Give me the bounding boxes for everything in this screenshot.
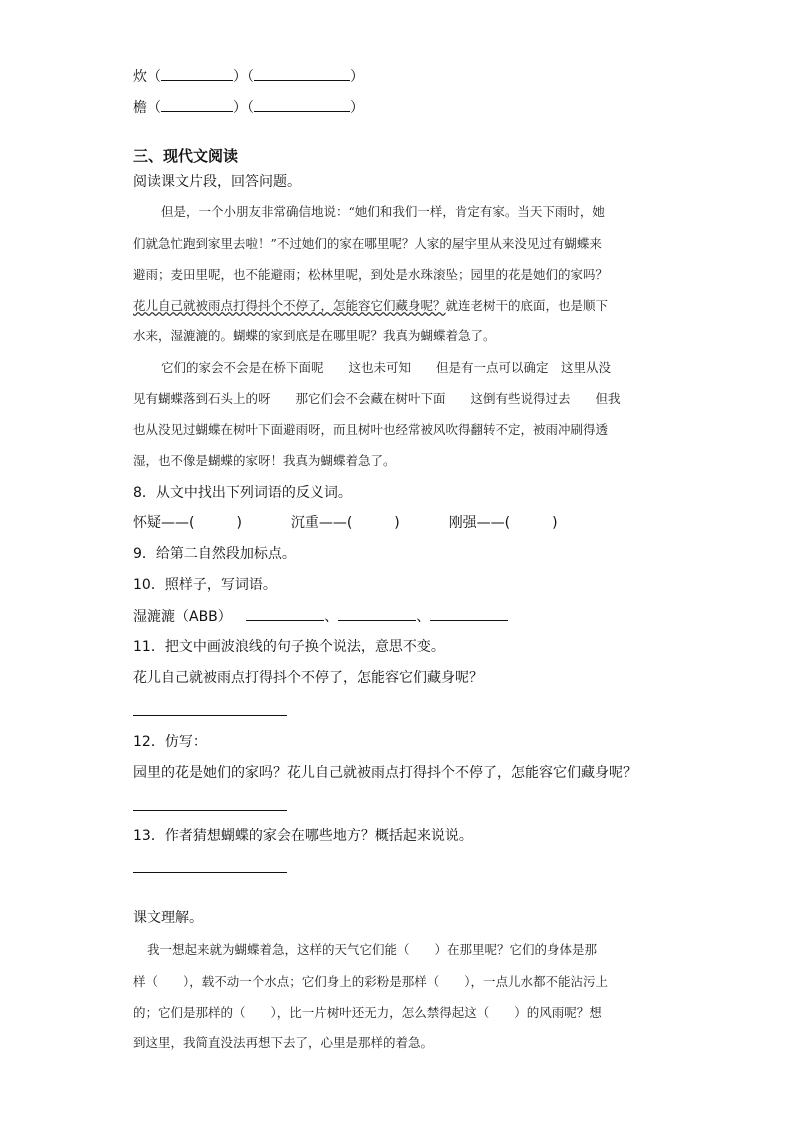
antonym-item[interactable]: 刚强——( ) xyxy=(448,515,558,531)
passage-line: 花儿自己就被雨点打得抖个不停了，怎能容它们藏身呢？就连老树干的底面，也是顺下 xyxy=(133,298,609,313)
example-word: 湿漉漉（ABB） xyxy=(133,609,232,625)
passage-line: 的；它们是那样的（ ），比一片树叶还无力，怎么禁得起这（ ）的风雨呢？想 xyxy=(133,1005,602,1020)
question-11: 11．把文中画波浪线的句子换个说法，意思不变。 xyxy=(133,639,445,655)
passage-line: 们就急忙跑到家里去啦！”不过她们的家在哪里呢？人家的屋宇里从来没见过有蝴蝶来 xyxy=(133,236,602,251)
answer-blank[interactable] xyxy=(338,606,416,621)
understanding-heading: 课文理解。 xyxy=(133,910,203,926)
answer-blank[interactable] xyxy=(254,66,350,81)
passage-line: 见有蝴蝶落到石头上的呀 那它们会不会藏在树叶下面 这倒有些说得过去 但我 xyxy=(133,391,621,406)
answer-blank[interactable] xyxy=(161,66,233,81)
question-13: 13．作者猜想蝴蝶的家会在哪些地方？概括起来说说。 xyxy=(133,828,473,844)
answer-line[interactable] xyxy=(133,810,287,811)
wavy-underlined-sentence: 花儿自己就被雨点打得抖个不停了，怎能容它们藏身呢？ xyxy=(133,298,446,313)
char: 炊 xyxy=(133,69,147,85)
reading-passage xyxy=(133,202,673,472)
char: 檐 xyxy=(133,100,147,116)
question-9: 9．给第二自然段加标点。 xyxy=(133,546,296,562)
question-10: 10．照样子，写词语。 xyxy=(133,577,277,593)
answer-blank[interactable] xyxy=(246,606,324,621)
passage-line: 它们的家会不会是在桥下面呢 这也未可知 但是有一点可以确定 这里从没 xyxy=(161,360,612,375)
passage-line: 我一想起来就为蝴蝶着急，这样的天气它们能（ ）在那里呢？它们的身体是那 xyxy=(147,942,598,957)
q11-sentence: 花儿自己就被雨点打得抖个不停了，怎能容它们藏身呢？ xyxy=(133,670,483,686)
q10-example-row: 湿漉漉（ABB） 、 、 xyxy=(133,606,508,627)
passage-line: 但是，一个小朋友非常确信地说：“她们和我们一样，肯定有家。当天下雨时，她 xyxy=(161,204,605,219)
answer-line[interactable] xyxy=(133,715,287,716)
understanding-passage xyxy=(133,940,673,1060)
section-heading: 三、现代文阅读 xyxy=(133,147,239,165)
section-instruction: 阅读课文片段，回答问题。 xyxy=(133,174,301,190)
q8-items xyxy=(133,513,558,533)
passage-line: 样（ ），载不动一个水点；它们身上的彩粉是那样（ ），一点儿水都不能沾污上 xyxy=(133,974,609,989)
antonym-item[interactable]: 怀疑——( ) xyxy=(133,515,242,531)
passage-line: 水来，湿漉漉的。蝴蝶的家到底是在哪里呢？我真为蝴蝶着急了。 xyxy=(133,328,496,343)
answer-blank[interactable] xyxy=(430,606,508,621)
question-8: 8．从文中找出下列词语的反义词。 xyxy=(133,485,352,501)
char-row-yan: 檐（ ）（ ） xyxy=(133,97,364,118)
char-row-chui: 炊（ ）（ ） xyxy=(133,66,364,87)
passage-line: 湿，也不像是蝴蝶的家呀！我真为蝴蝶着急了。 xyxy=(133,453,396,468)
passage-line: 也从没见过蝴蝶在树叶下面避雨呀，而且树叶也经常被风吹得翻转不定，被雨冲刷得透 xyxy=(133,422,609,437)
antonym-item[interactable]: 沉重——( ) xyxy=(290,515,400,531)
answer-line[interactable] xyxy=(133,872,287,873)
passage-line: 避雨；麦田里呢，也不能避雨；松林里呢，到处是水珠滚坠；园里的花是她们的家吗？ xyxy=(133,267,609,282)
passage-line: 到这里，我简直没法再想下去了，心里是那样的着急。 xyxy=(133,1035,434,1050)
answer-blank[interactable] xyxy=(161,97,233,112)
q12-sentence: 园里的花是她们的家吗？花儿自己就被雨点打得抖个不停了，怎能容它们藏身呢？ xyxy=(133,765,637,781)
question-12: 12．仿写： xyxy=(133,734,207,750)
answer-blank[interactable] xyxy=(254,97,350,112)
